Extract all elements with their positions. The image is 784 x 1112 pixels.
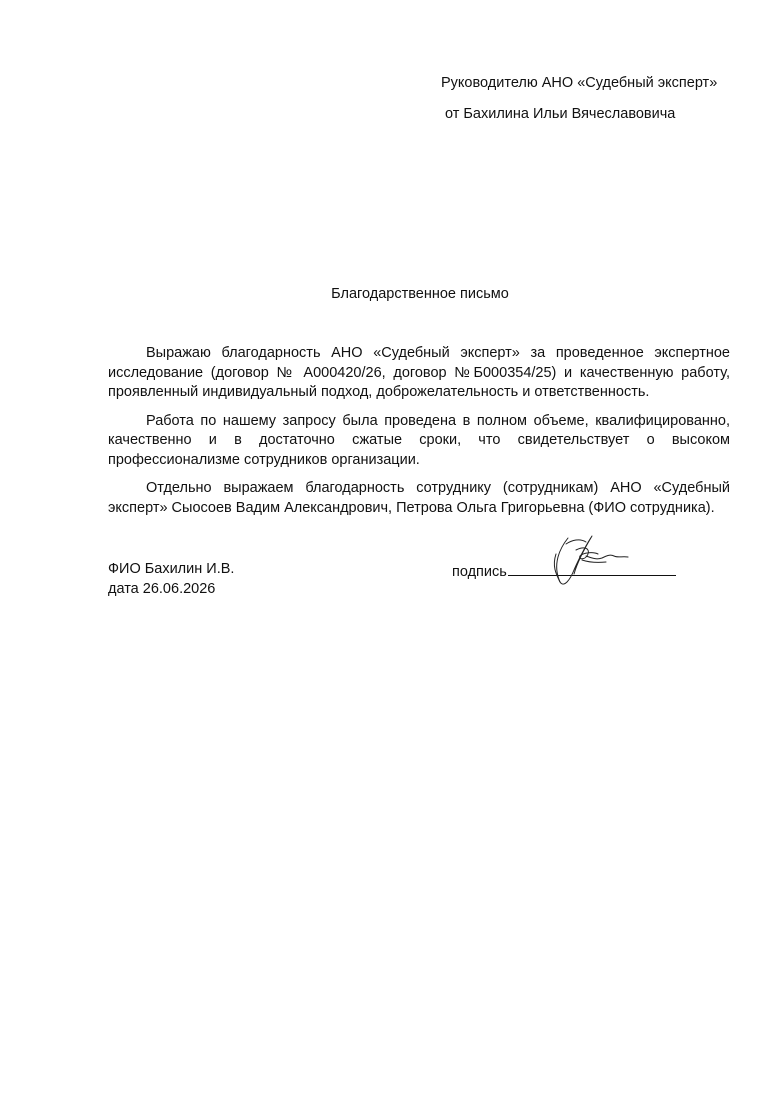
sender-line: от Бахилина Ильи Вячеславовича: [445, 106, 676, 122]
recipient-line: Руководителю АНО «Судебный эксперт»: [441, 75, 718, 91]
paragraph-gratitude: Выражаю благодарность АНО «Судебный эксперт» за проведенное экспертное исследование (договор № А000420/26, договор №Б000354/25) и качественную работу, проявленный индивидуальный подход, доброжелательность и ответственность.: [108, 345, 730, 400]
paragraph-employees: Отдельно выражаем благодарность сотруднику (сотрудникам) АНО «Судебный эксперт» Сыосоев Вадим Александрович, Петрова Ольга Григорьевна (ФИО сотрудника).: [108, 480, 730, 516]
paragraph-quality: Работа по нашему запросу была проведена в полном объеме, квалифицированно, качественно и в достаточно сжатые сроки, что свидетельствует о высоком профессионализме сотрудников организации.: [108, 412, 730, 468]
signature-label: подпись: [452, 564, 507, 580]
fio-line: ФИО Бахилин И.В.: [108, 561, 235, 577]
letter-title: Благодарственное письмо: [331, 286, 509, 302]
letter-body: [108, 344, 730, 527]
handwritten-signature: [530, 530, 640, 590]
date-line: дата 26.06.2026: [108, 581, 216, 597]
